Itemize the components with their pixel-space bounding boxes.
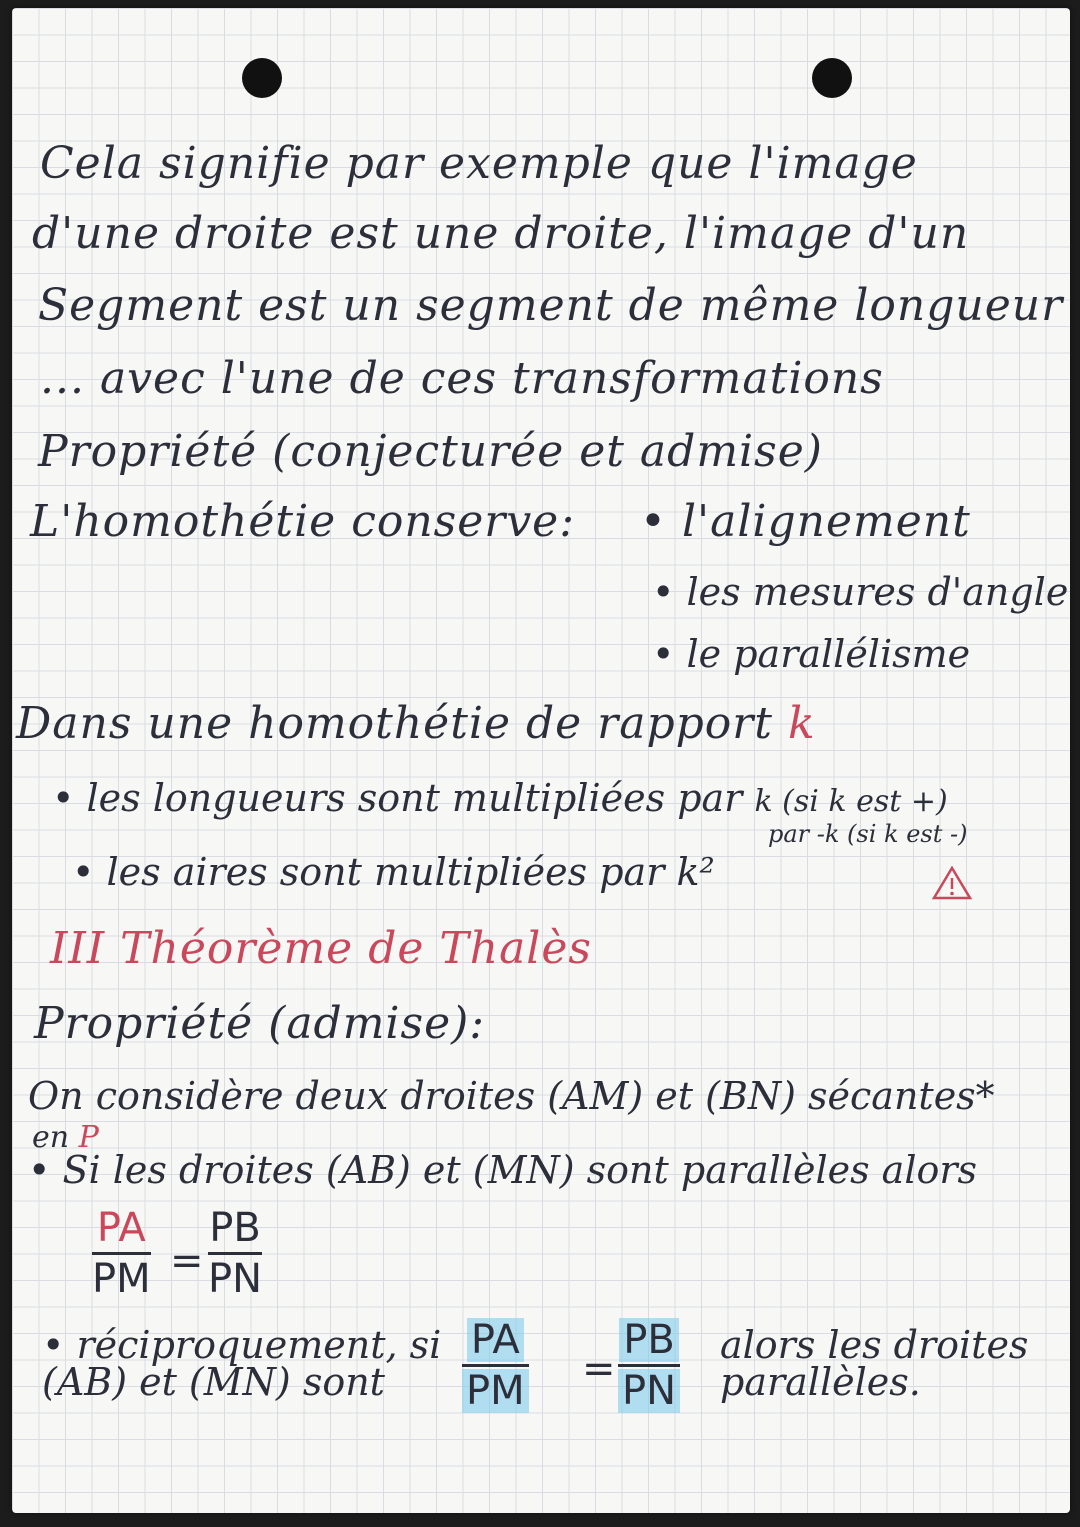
- text-segment: en: [32, 1120, 70, 1155]
- text-line: [72, 850, 715, 894]
- fraction: [618, 1318, 680, 1413]
- text-line: • Si les droites (AB) et (MN) sont parallèles alors: [28, 1148, 978, 1192]
- section-heading: [50, 923, 592, 974]
- section-number: III: [50, 923, 106, 974]
- equals-sign: =: [582, 1346, 616, 1392]
- fraction: [462, 1318, 529, 1413]
- text-line: parallèles.: [720, 1360, 921, 1404]
- fraction-numerator: PB: [619, 1318, 679, 1362]
- fraction: [208, 1206, 262, 1301]
- text-segment: • les longueurs sont multipliées par: [52, 776, 743, 820]
- bullet-item: • l'alignement: [640, 496, 971, 547]
- punch-hole: [812, 58, 852, 98]
- annotation: par -k (si k est -): [768, 820, 968, 848]
- property-heading: Propriété (admise):: [34, 998, 486, 1049]
- text-line: • réciproquement, si: [42, 1323, 442, 1367]
- text-line: ... avec l'une de ces transformations: [40, 353, 884, 404]
- text-line: [52, 776, 948, 820]
- point-p: P: [78, 1120, 99, 1155]
- fraction-denominator: PN: [208, 1256, 263, 1302]
- text-segment: • les aires sont multipliées par: [72, 850, 665, 894]
- notebook-sheet: [12, 8, 1070, 1513]
- text-segment: k (si k est +): [754, 784, 948, 819]
- fraction-bar: [618, 1364, 680, 1367]
- text-line: L'homothétie conserve:: [30, 496, 576, 547]
- text-line: Cela signifie par exemple que l'image: [40, 138, 918, 189]
- fraction-numerator: PB: [209, 1205, 261, 1251]
- property-heading: Propriété (conjecturée et admise): [38, 426, 823, 477]
- text-line: [16, 698, 816, 749]
- text-segment: k²: [676, 850, 715, 894]
- fraction-bar: [462, 1364, 529, 1367]
- fraction-denominator: PN: [618, 1369, 680, 1413]
- punch-hole: [242, 58, 282, 98]
- text-line: d'une droite est une droite, l'image d'un: [32, 208, 970, 259]
- fraction: [92, 1206, 151, 1301]
- text-line: alors les droites: [720, 1323, 1029, 1367]
- ratio-k: k: [788, 698, 816, 749]
- warning-icon: [932, 866, 972, 900]
- fraction-numerator: PA: [467, 1318, 524, 1362]
- section-title: Théorème de Thalès: [120, 923, 592, 974]
- fraction-denominator: PM: [92, 1256, 151, 1302]
- text-segment: Dans une homothétie de rapport: [16, 698, 773, 749]
- fraction-bar: [92, 1252, 151, 1255]
- bullet-item: • le parallélisme: [652, 632, 971, 676]
- fraction-bar: [208, 1252, 262, 1255]
- fraction-denominator: PM: [462, 1369, 529, 1413]
- fraction-numerator: PA: [96, 1205, 146, 1251]
- text-line: (AB) et (MN) sont: [42, 1360, 385, 1404]
- text-line: On considère deux droites (AM) et (BN) sécantes*: [28, 1074, 995, 1118]
- text-line: Segment est un segment de même longueur: [38, 280, 1064, 331]
- bullet-item: • les mesures d'angle: [652, 570, 1069, 614]
- equals-sign: =: [170, 1238, 204, 1284]
